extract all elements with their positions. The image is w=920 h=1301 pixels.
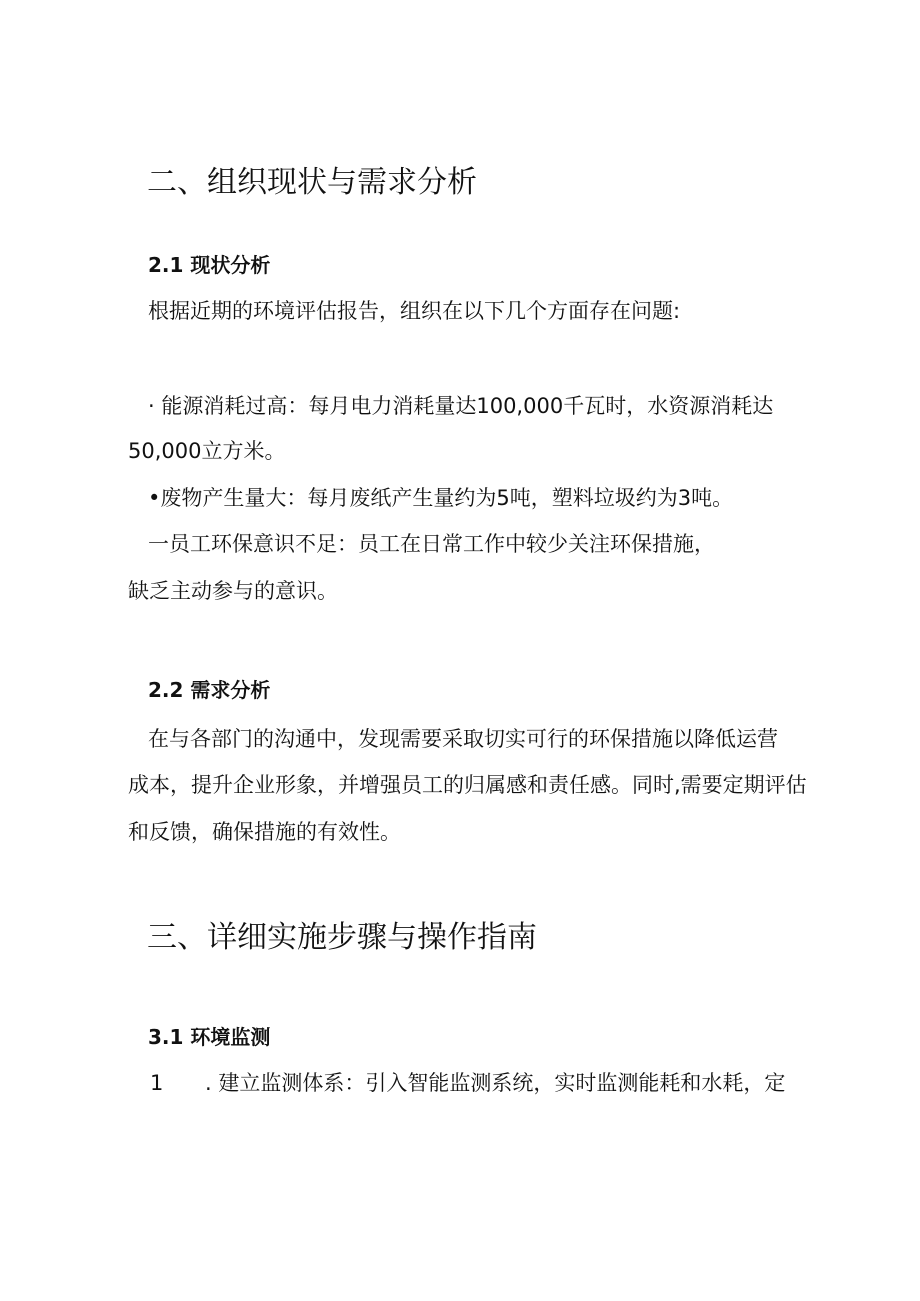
bullet-awareness-continued: 缺乏主动参与的意识。 [128, 579, 338, 603]
paragraph-line: 在与各部门的沟通中，发现需要采取切实可行的环保措施以降低运营 [148, 727, 778, 751]
subsection-2-1-heading: 2.1 现状分析 [148, 253, 271, 277]
subsection-3-1-heading: 3.1 环境监测 [148, 1025, 271, 1049]
section-2-heading: 二、组织现状与需求分析 [147, 165, 477, 200]
bullet-awareness: 一员工环保意识不足：员工在日常工作中较少关注环保措施， [148, 532, 715, 556]
paragraph-line: 和反馈，确保措施的有效性。 [128, 820, 401, 844]
paragraph: 根据近期的环境评估报告，组织在以下几个方面存在问题: [148, 299, 681, 323]
list-item-text: . 建立监测体系：引入智能监测系统，实时监测能耗和水耗，定 [205, 1071, 786, 1095]
bullet-energy: · 能源消耗过高：每月电力消耗量达100,000千瓦时，水资源消耗达 [148, 394, 774, 418]
section-3-heading: 三、详细实施步骤与操作指南 [147, 920, 537, 955]
list-item-number: 1 [150, 1071, 164, 1095]
subsection-2-2-heading: 2.2 需求分析 [148, 678, 271, 702]
bullet-energy-continued: 50,000立方米。 [128, 439, 286, 463]
paragraph-line: 成本，提升企业形象，并增强员工的归属感和责任感。同时,需要定期评估 [128, 773, 807, 797]
bullet-waste: •废物产生量大：每月废纸产生量约为5吨，塑料垃圾约为3吨。 [148, 486, 734, 510]
